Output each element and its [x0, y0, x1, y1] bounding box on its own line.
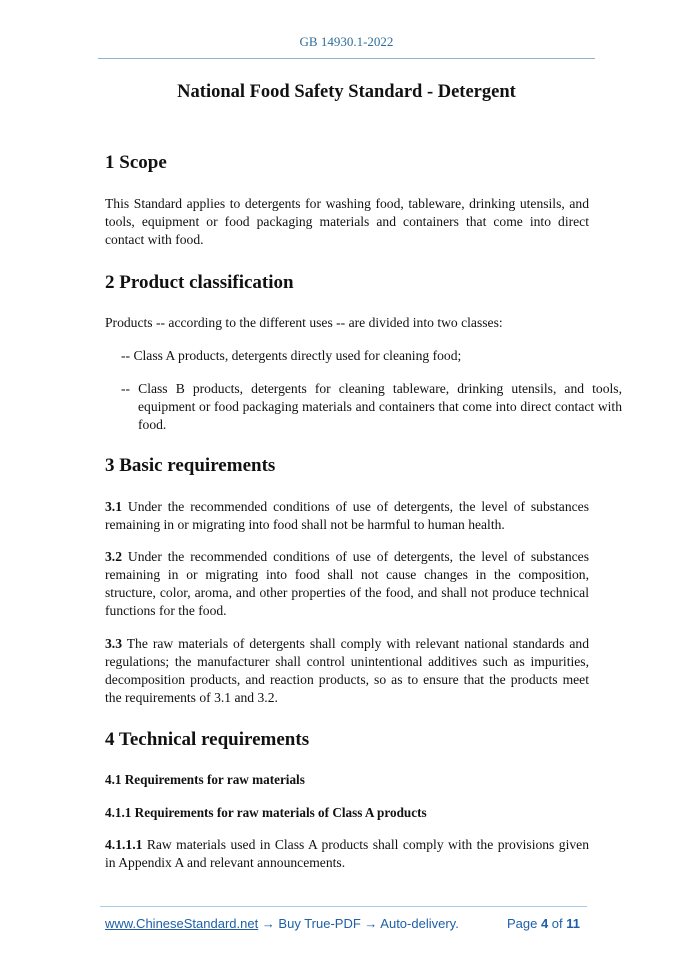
page-label: Page [506, 916, 541, 931]
clause-text: The raw materials of detergents shall comply with relevant national standards and regulations; the manufacturer shall control unintentional additives such as impurities, decomposition products, and reaction products, so as to ensure that the products meet the requirements of 3.1 and 3.2. [105, 636, 589, 705]
clause-text: Under the recommended conditions of use of detergents, the level of substances remaining in or migrating into food shall not cause changes in the composition, structure, color, aroma, and other properties of the food, and shall not produce technical functions for the food. [105, 549, 589, 618]
footer-promo-text: → Buy True-PDF → Auto-delivery. [258, 916, 459, 931]
subsection-4-1-1-heading: 4.1.1 Requirements for raw materials of Class A products [105, 805, 427, 820]
page-title: National Food Safety Standard - Detergent [177, 82, 516, 102]
clause-number: 3.1 [105, 499, 122, 514]
page-total: 11 [566, 916, 580, 931]
list-item: -- Class B products, detergents for cleaning tableware, drinking utensils, and tools, equipment or food packaging materials and containers that come into direct contact with food. [121, 381, 622, 432]
section-1-text: This Standard applies to detergents for washing food, tableware, drinking utensils, and tools, equipment or food packaging materials and containers that come into direct contact with food. [105, 196, 589, 247]
section-3-heading: 3 Basic requirements [105, 455, 276, 476]
footer-divider [100, 906, 587, 907]
page-of: of [548, 916, 567, 931]
clause-text: Raw materials used in Class A products shall comply with the provisions given in Appendix A and relevant announcements. [105, 837, 589, 870]
clause-number: 3.3 [105, 636, 122, 651]
header-doc-id: GB 14930.1-2022 [299, 34, 394, 49]
footer-promo [105, 916, 459, 931]
section-2-intro: Products -- according to the different uses -- are divided into two classes: [105, 315, 503, 330]
clause-number: 4.1.1.1 [105, 837, 143, 852]
clause-3-2 [105, 548, 589, 620]
section-1-heading: 1 Scope [105, 152, 167, 173]
page-indicator [507, 916, 584, 931]
section-2-heading: 2 Product classification [105, 272, 294, 293]
section-4-heading: 4 Technical requirements [105, 729, 310, 750]
header-divider [98, 58, 595, 59]
website-link[interactable]: www.ChineseStandard.net [105, 916, 259, 931]
clause-text: Under the recommended conditions of use of detergents, the level of substances remaining in or migrating into food shall not be harmful to human health. [105, 499, 589, 532]
subsection-4-1-heading: 4.1 Requirements for raw materials [105, 772, 305, 787]
clause-3-1 [105, 498, 589, 534]
page-number: 4 [540, 916, 549, 931]
clause-4-1-1-1 [105, 836, 589, 872]
list-item: -- Class A products, detergents directly used for cleaning food; [121, 348, 462, 363]
clause-number: 3.2 [105, 549, 122, 564]
footer [105, 916, 584, 931]
clause-3-3 [105, 635, 589, 707]
